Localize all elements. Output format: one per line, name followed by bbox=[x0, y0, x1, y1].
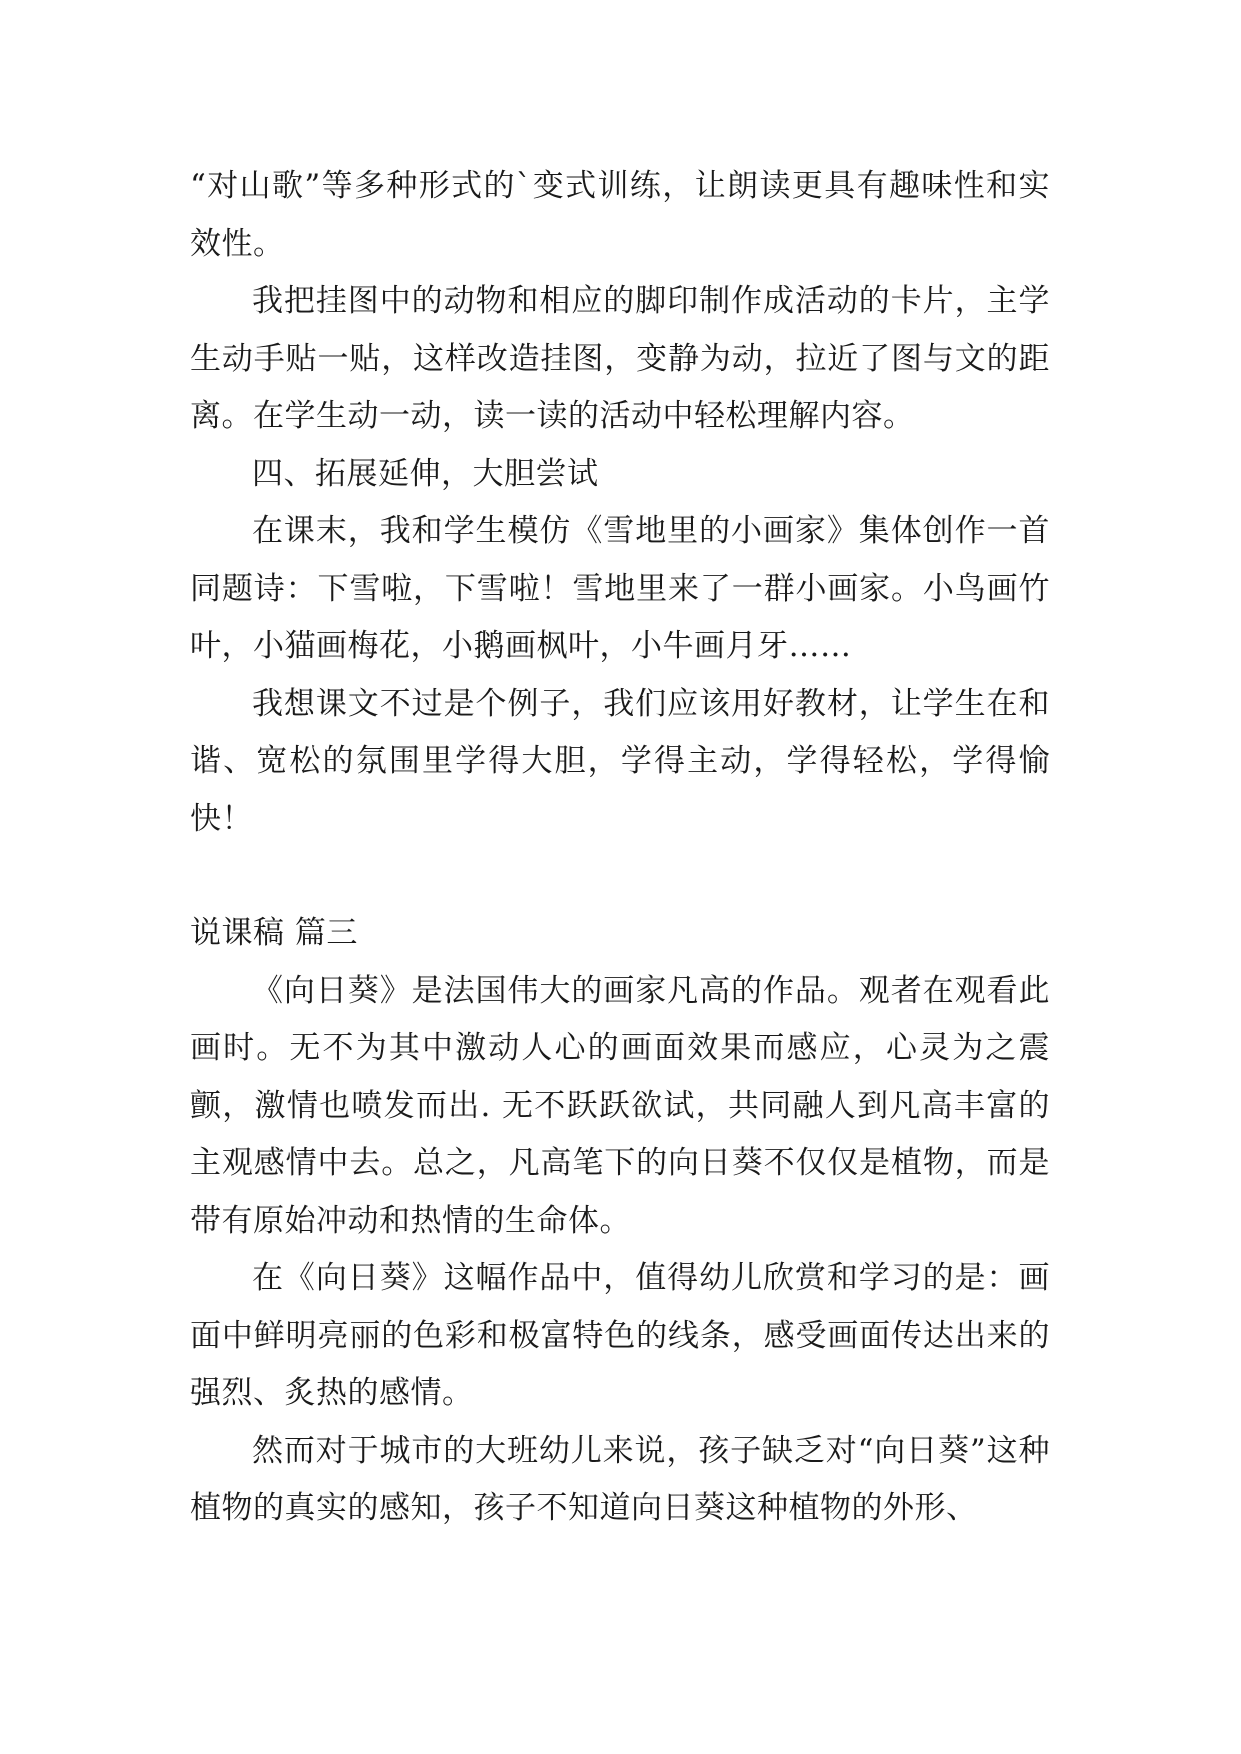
paragraph-sunflower-learning: 在《向日葵》这幅作品中，值得幼儿欣赏和学习的是：画面中鲜明亮丽的色彩和极富特色的线条，感受画面传达出来的强烈、炙热的感情。 bbox=[190, 1260, 1050, 1411]
paragraph-cards: 我把挂图中的动物和相应的脚印制作成活动的卡片，主学生动手贴一贴，这样改造挂图，变静为动，拉近了图与文的距离。在学生动一动，读一读的活动中轻松理解内容。 bbox=[190, 283, 1050, 434]
document-page bbox=[190, 158, 1050, 1538]
blank-line bbox=[190, 848, 1050, 905]
paragraph-conclusion: 我想课文不过是个例子，我们应该用好教材，让学生在和谐、宽松的氛围里学得大胆，学得主动，学得轻松，学得愉快！ bbox=[190, 685, 1050, 837]
paragraph-poem: 在课末，我和学生模仿《雪地里的小画家》集体创作一首同题诗：下雪啦，下雪啦！雪地里来了一群小画家。小鸟画竹叶，小猫画梅花，小鹅画枫叶，小牛画月牙…… bbox=[190, 513, 1050, 664]
section-heading-four: 四、拓展延伸，大胆尝试 bbox=[252, 455, 599, 492]
section-title: 说课稿 篇三 bbox=[190, 915, 358, 951]
paragraph-sunflower-children: 然而对于城市的大班幼儿来说，孩子缺乏对“向日葵”这种植物的真实的感知，孩子不知道向日葵这种植物的外形、 bbox=[190, 1432, 1050, 1526]
paragraph-continuation: “对山歌”等多种形式的`变式训练，让朗读更具有趣味性和实效性。 bbox=[190, 168, 1050, 262]
paragraph-sunflower-intro: 《向日葵》是法国伟大的画家凡高的作品。观者在观看此画时。无不为其中激动人心的画面效果而感应，心灵为之震颤，激情也喷发而出. 无不跃跃欲试，共同融人到凡高丰富的主观感情中去。总之，凡高笔下的向日葵不仅仅是植物，而是带有原始冲动和热情的生命体。 bbox=[190, 972, 1050, 1239]
